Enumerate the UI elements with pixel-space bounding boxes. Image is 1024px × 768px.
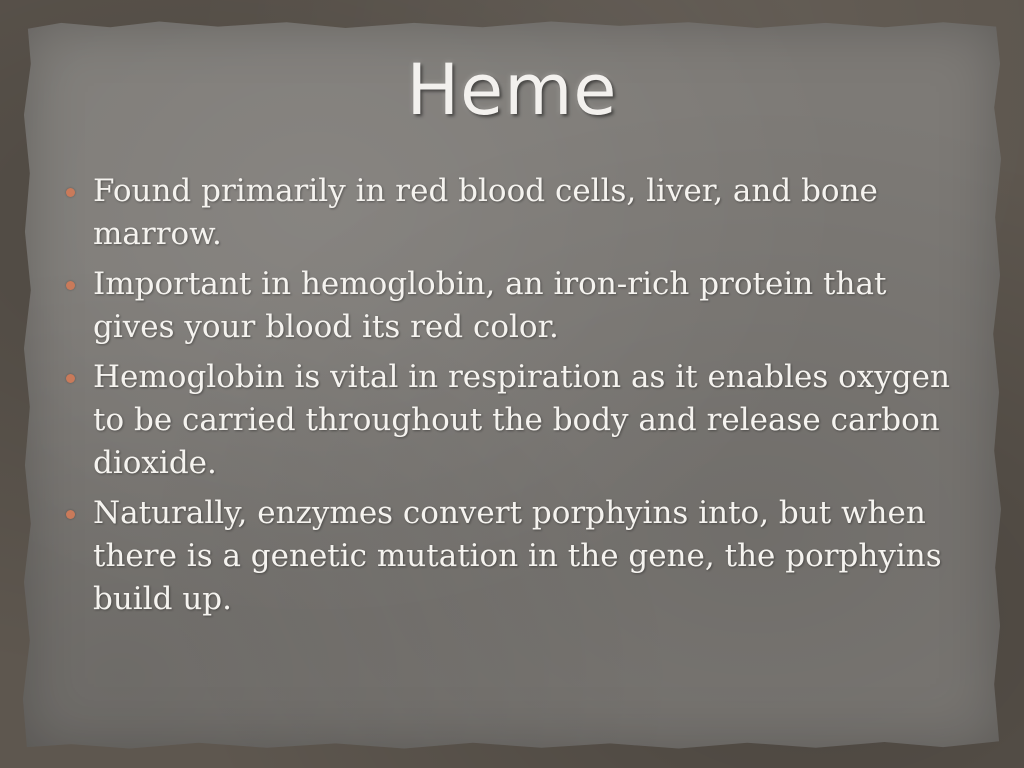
bullet-item bbox=[66, 170, 966, 256]
bullet-item bbox=[66, 356, 966, 485]
bullet-list bbox=[66, 170, 966, 628]
bullet-dot-icon bbox=[66, 374, 75, 383]
bullet-text: Important in hemoglobin, an iron-rich protein that gives your blood its red color. bbox=[93, 266, 887, 345]
bullet-text: Naturally, enzymes convert porphyins into, but when there is a genetic mutation in the gene, the porphyins build up. bbox=[93, 495, 942, 617]
bullet-item bbox=[66, 263, 966, 349]
bullet-dot-icon bbox=[66, 281, 75, 290]
bullet-text: Hemoglobin is vital in respiration as it enables oxygen to be carried throughout the body and release carbon dioxide. bbox=[93, 359, 950, 481]
bullet-item bbox=[66, 492, 966, 621]
bullet-dot-icon bbox=[66, 188, 75, 197]
slide-title: Heme bbox=[406, 49, 618, 131]
bullet-dot-icon bbox=[66, 510, 75, 519]
bullet-text: Found primarily in red blood cells, liver, and bone marrow. bbox=[93, 173, 878, 252]
